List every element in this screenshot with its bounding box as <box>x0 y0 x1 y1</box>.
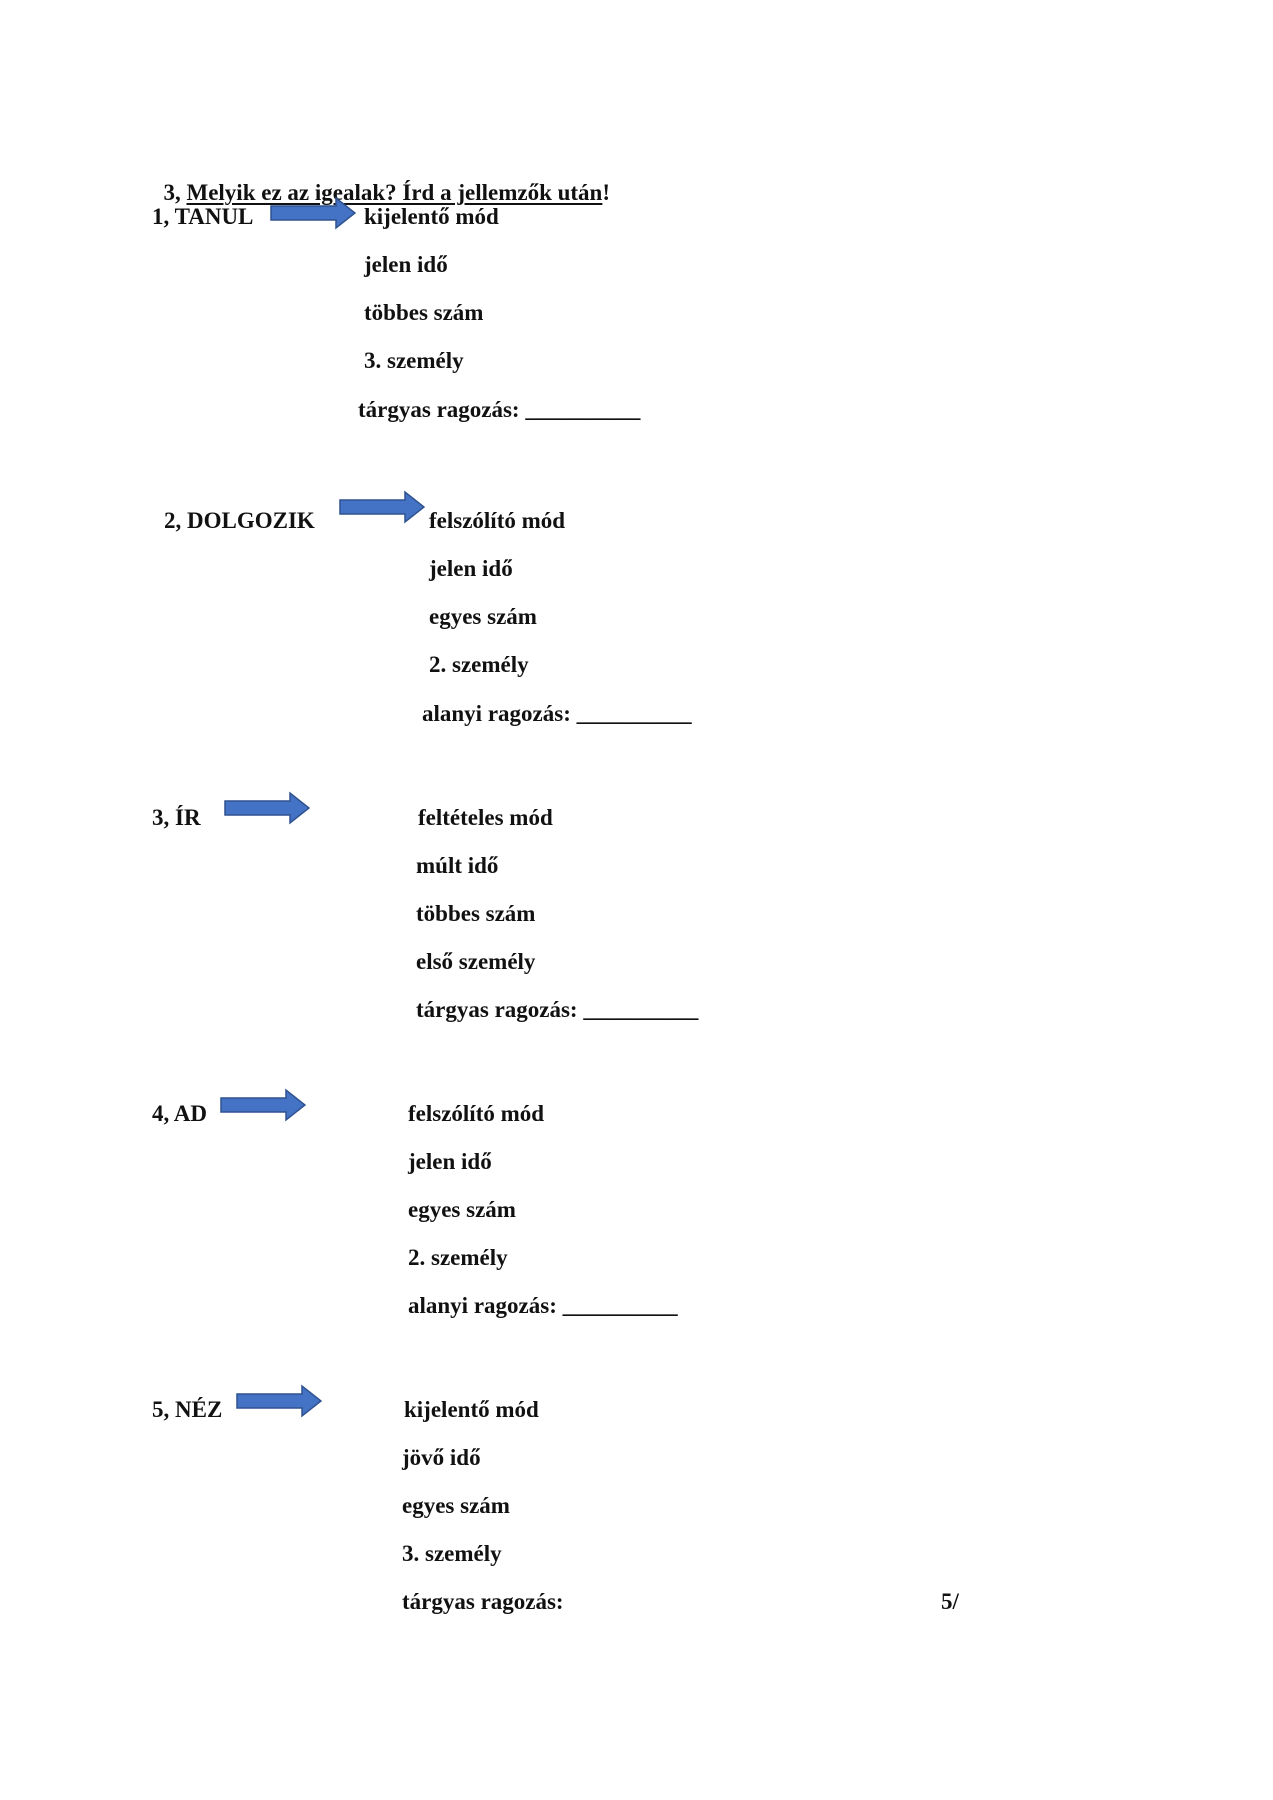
feature-mood: felszólító mód <box>408 1101 545 1126</box>
feature-mood: kijelentő mód <box>404 1397 539 1422</box>
feature-tense: jelen idő <box>429 556 513 581</box>
right-arrow-icon <box>224 791 310 825</box>
exercise-number: 3, <box>163 180 187 205</box>
feature-number: egyes szám <box>402 1493 510 1518</box>
verb-label: 5, NÉZ <box>152 1397 223 1422</box>
feature-tense: jelen idő <box>364 252 448 277</box>
conjugation-answer-line[interactable]: tárgyas ragozás: <box>402 1589 564 1614</box>
feature-tense: jelen idő <box>408 1149 492 1174</box>
feature-person: 2. személy <box>429 652 529 677</box>
conjugation-answer-line[interactable]: tárgyas ragozás: __________ <box>358 397 641 422</box>
feature-number: egyes szám <box>429 604 537 629</box>
right-arrow-icon <box>270 196 356 230</box>
verb-label: 3, ÍR <box>152 805 201 830</box>
right-arrow-icon <box>339 490 425 524</box>
feature-mood: feltételes mód <box>418 805 553 830</box>
conjugation-answer-line[interactable]: alanyi ragozás: __________ <box>408 1293 678 1318</box>
verb-label: 2, DOLGOZIK <box>164 508 315 533</box>
feature-tense: jövő idő <box>402 1445 481 1470</box>
right-arrow-icon <box>236 1384 322 1418</box>
score-label: 5/ <box>941 1589 959 1614</box>
feature-number: többes szám <box>416 901 536 926</box>
feature-mood: kijelentő mód <box>364 204 499 229</box>
feature-person: 3. személy <box>402 1541 502 1566</box>
exercise-title <box>152 158 610 204</box>
feature-tense: múlt idő <box>416 853 499 878</box>
right-arrow-icon <box>220 1088 306 1122</box>
exercise-exclamation: ! <box>602 180 611 205</box>
feature-person: első személy <box>416 949 536 974</box>
conjugation-answer-line[interactable]: alanyi ragozás: __________ <box>422 701 692 726</box>
exercise-instruction: Melyik ez az igealak? Írd a jellemzők után <box>186 180 603 205</box>
feature-person: 3. személy <box>364 348 464 373</box>
feature-mood: felszólító mód <box>429 508 566 533</box>
conjugation-answer-line[interactable]: tárgyas ragozás: __________ <box>416 997 699 1022</box>
feature-person: 2. személy <box>408 1245 508 1270</box>
feature-number: egyes szám <box>408 1197 516 1222</box>
feature-number: többes szám <box>364 300 484 325</box>
verb-label: 1, TANUL <box>152 204 254 229</box>
verb-label: 4, AD <box>152 1101 207 1126</box>
